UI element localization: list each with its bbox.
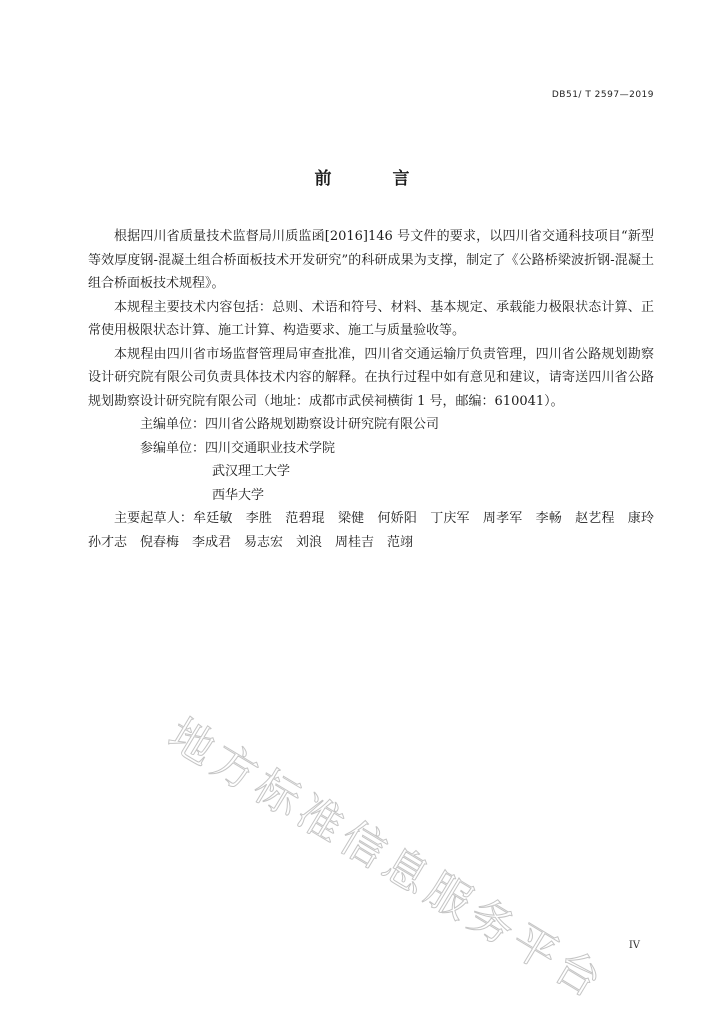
paragraph-management: 本规程由四川省市场监督管理局审查批准，四川省交通运输厅负责管理，四川省公路规划勘察设计研究院有限公司负责具体技术内容的解释。在执行过程中如有意见和建议，请寄送四川省公路规划勘察设计研究院有限公司（地址：成都市武侯祠横街 1 号，邮编：610041）。 bbox=[88, 346, 654, 409]
standard-code: DB51/ T 2597—2019 bbox=[551, 90, 654, 100]
page-title: 前 言 bbox=[314, 169, 432, 189]
paragraph-basis: 根据四川省质量技术监督局川质监函[2016]146 号文件的要求，以四川省交通科技项目“新型等效厚度钢-混凝土组合桥面板技术开发研究”的科研成果为支撑，制定了《公路桥梁波折钢-混凝土组合桥面板技术规程》。 bbox=[88, 229, 654, 291]
editor-unit: 主编单位：四川省公路规划勘察设计研究院有限公司 bbox=[140, 417, 440, 432]
participant-unit-first: 参编单位：四川交通职业技术学院 bbox=[140, 440, 336, 456]
paragraph-contents: 本规程主要技术内容包括：总则、术语和符号、材料、基本规定、承载能力极限状态计算、正常使用极限状态计算、施工计算、构造要求、施工与质量验收等。 bbox=[88, 299, 654, 338]
page-number: IV bbox=[628, 940, 640, 951]
drafters-list: 主要起草人：牟廷敏 李胜 范碧琨 梁健 何娇阳 丁庆军 周孝军 李畅 赵艺程 康玲 孙才志 倪春梅 李成君 易志宏 刘浪 周桂吉 范翊 bbox=[88, 511, 668, 550]
document-body bbox=[88, 225, 668, 554]
participant-unit: 西华大学 bbox=[212, 487, 265, 503]
watermark: 地方标准信息服务平台 bbox=[159, 708, 615, 1011]
participant-unit: 武汉理工大学 bbox=[212, 464, 291, 479]
